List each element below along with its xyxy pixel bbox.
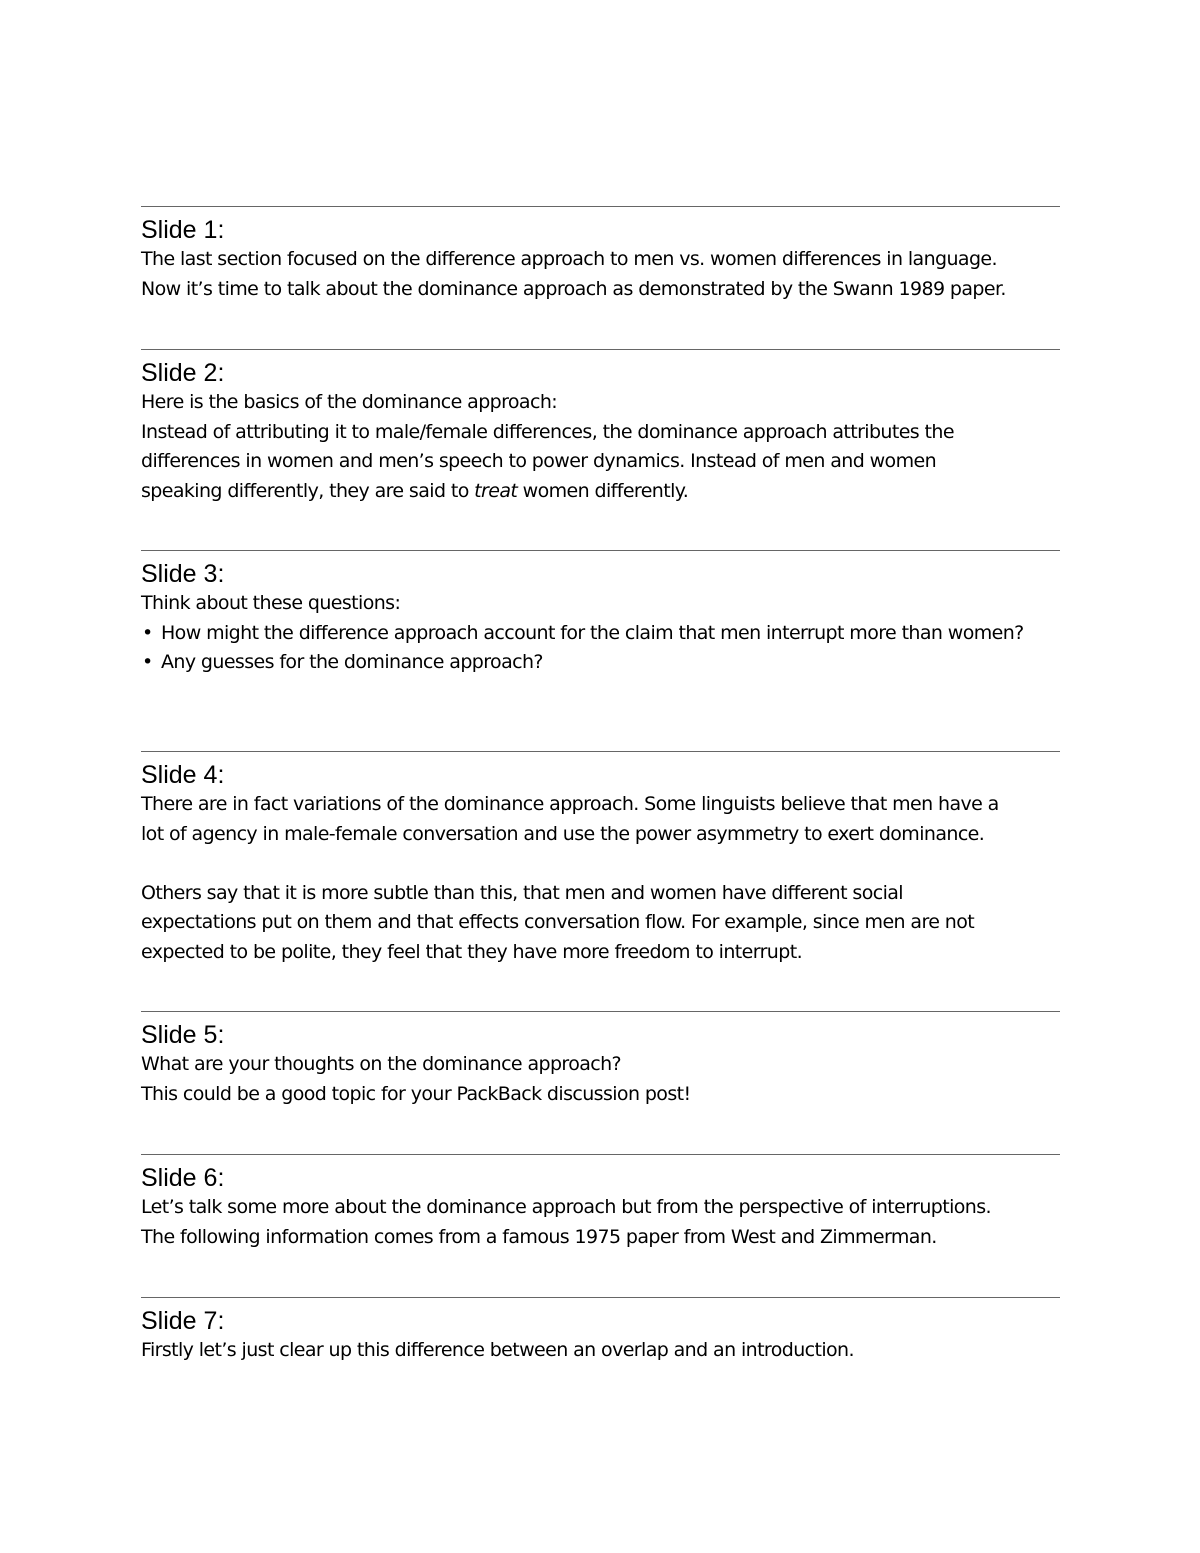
slide-3-section <box>141 550 1060 751</box>
slide-3-bullet-list <box>141 619 1060 678</box>
slide-3-bullet-text-2: Any guesses for the dominance approach? <box>161 651 543 673</box>
slide-2-emphasis-treat: treat <box>474 479 518 502</box>
slide-4-line-3: Others say that it is more subtle than this, that men and women have different social <box>141 881 903 904</box>
slide-3-bullet-item-1 <box>141 619 1060 649</box>
slide-5-section <box>141 1011 1060 1154</box>
document-page <box>141 206 1060 1378</box>
slide-1-line-2: Now it’s time to talk about the dominance approach as demonstrated by the Swann 1989 paper. <box>141 277 1006 300</box>
slide-7-section <box>141 1297 1060 1378</box>
slide-3-title: Slide 3: <box>141 560 225 588</box>
bullet-icon: • <box>142 651 153 673</box>
slide-5-line-2: This could be a good topic for your PackBack discussion post! <box>141 1082 691 1105</box>
slide-4-title: Slide 4: <box>141 761 225 789</box>
slide-2-section <box>141 349 1060 550</box>
slide-4-line-2: lot of agency in male-female conversation and use the power asymmetry to exert dominance. <box>141 822 985 845</box>
slide-2-line-4-end: women differently. <box>517 479 689 502</box>
slide-2-title: Slide 2: <box>141 359 225 387</box>
slide-3-intro: Think about these questions: <box>141 592 401 614</box>
slide-5-title: Slide 5: <box>141 1021 225 1049</box>
slide-4-line-4: expectations put on them and that effects conversation flow. For example, since men are not <box>141 911 975 933</box>
slide-7-line-1: Firstly let’s just clear up this difference between an overlap and an introduction. <box>141 1339 854 1361</box>
slide-4-line-5: expected to be polite, they feel that they have more freedom to interrupt. <box>141 940 803 963</box>
slide-4-section <box>141 751 1060 1011</box>
slide-6-section <box>141 1154 1060 1297</box>
slide-1-line-1: The last section focused on the difference approach to men vs. women differences in language. <box>141 248 997 270</box>
slide-2-line-4-start: speaking differently, they are said to <box>141 479 475 502</box>
bullet-icon: • <box>142 621 153 644</box>
slide-2-line-2: Instead of attributing it to male/female differences, the dominance approach attributes the <box>141 420 954 443</box>
slide-1-section <box>141 206 1060 349</box>
slide-7-title: Slide 7: <box>141 1307 225 1335</box>
slide-6-line-2: The following information comes from a famous 1975 paper from West and Zimmerman. <box>141 1225 937 1248</box>
slide-2-line-1: Here is the basics of the dominance approach: <box>141 391 558 413</box>
slide-1-title: Slide 1: <box>141 216 225 244</box>
slide-2-line-3: differences in women and men’s speech to power dynamics. Instead of men and women <box>141 450 937 472</box>
slide-4-line-1: There are in fact variations of the dominance approach. Some linguists believe that men have a <box>141 793 999 815</box>
slide-2-line-4 <box>141 477 1060 507</box>
slide-3-bullet-text-1: How might the difference approach account for the claim that men interrupt more than women? <box>161 621 1024 644</box>
paragraph-gap <box>141 849 1060 879</box>
slide-6-title: Slide 6: <box>141 1164 225 1192</box>
slide-6-line-1: Let’s talk some more about the dominance approach but from the perspective of interruptions. <box>141 1196 991 1218</box>
slide-5-line-1: What are your thoughts on the dominance approach? <box>141 1053 622 1075</box>
slide-3-bullet-item-2 <box>141 648 1060 678</box>
